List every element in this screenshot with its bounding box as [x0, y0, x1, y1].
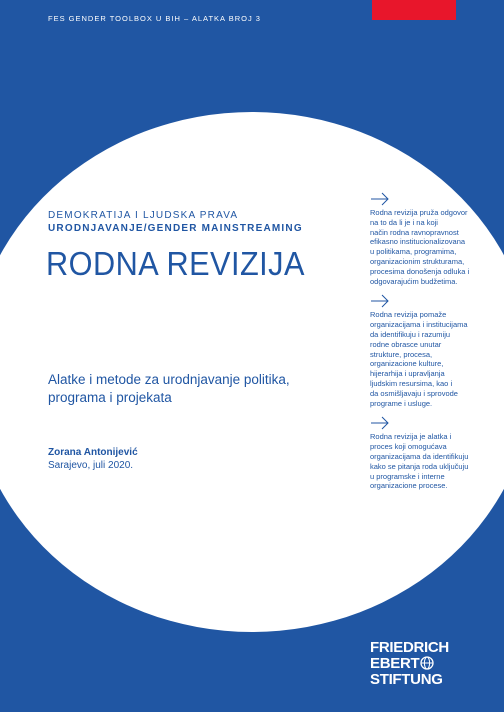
- note-line: Rodna revizija pruža odgovor: [370, 208, 468, 217]
- note-line: procesima donošenja odluka i: [370, 266, 470, 276]
- note-line: način rodna ravnopravnost: [370, 227, 459, 237]
- note-line: rodne obrasce unutar: [370, 339, 442, 349]
- document-subtitle: [48, 371, 318, 407]
- author-name: Zorana Antonijević: [48, 447, 138, 458]
- note-line: kako se pitanja roda uključuju: [370, 461, 469, 471]
- note-line: da osmišljavaju i sprovode: [370, 388, 458, 398]
- place-date: Sarajevo, juli 2020.: [48, 460, 134, 471]
- red-tab: [372, 0, 456, 20]
- note-line: organizacijama da identifikuju: [370, 451, 469, 461]
- note-line: strukture, procesa,: [370, 349, 433, 359]
- note-line: Rodna revizija pomaže: [370, 310, 447, 320]
- kicker-subtopic: URODNJAVANJE/GENDER MAINSTREAMING: [48, 223, 303, 234]
- note-line: na to da li je i na koji: [370, 217, 438, 227]
- logo-word: FRIEDRICH: [370, 639, 449, 656]
- note-line: da identifikuju i razumiju: [370, 329, 451, 339]
- note-text: [370, 310, 488, 408]
- kicker-topic: DEMOKRATIJA I LJUDSKA PRAVA: [48, 210, 239, 221]
- note-line: u programske i interne: [370, 471, 445, 481]
- kicker: [48, 209, 303, 235]
- author-block: [48, 446, 138, 472]
- document-title: RODNA REVIZIJA: [46, 245, 305, 282]
- note-line: organizacijama i institucijama: [370, 320, 468, 330]
- note-line: efikasno institucionalizovana: [370, 237, 466, 247]
- note-line: odgovarajućim budžetima.: [370, 276, 458, 286]
- fes-logo: [370, 640, 449, 688]
- note-line: Rodna revizija je alatka i: [370, 432, 452, 442]
- subtitle-line: programa i projekata: [48, 390, 172, 405]
- note-text: [370, 432, 488, 491]
- subtitle-line: Alatke i metode za urodnjavanje politika,: [48, 372, 290, 387]
- logo-word: EBERT: [370, 655, 420, 672]
- note-line: proces koji omogućava: [370, 442, 447, 452]
- logo-line-2: [370, 656, 449, 672]
- side-note: [370, 294, 488, 408]
- note-line: programe i usluge.: [370, 398, 433, 408]
- side-note: [370, 416, 488, 491]
- note-line: organizacionim strukturama,: [370, 256, 465, 266]
- note-line: u politikama, programima,: [370, 247, 457, 257]
- logo-word: STIFTUNG: [370, 671, 443, 688]
- note-line: organizacione procese.: [370, 481, 448, 491]
- note-line: ljudskim resursima, kao i: [370, 378, 453, 388]
- side-note: [370, 192, 488, 286]
- note-text: [370, 208, 488, 286]
- note-line: hijerarhija i upravljanja: [370, 369, 445, 379]
- globe-icon: [420, 656, 434, 670]
- side-notes: [370, 192, 488, 499]
- note-line: organizacione kulture,: [370, 359, 444, 369]
- arrow-right-icon: [370, 416, 390, 430]
- arrow-right-icon: [370, 192, 390, 206]
- series-label: FES GENDER TOOLBOX U BIH – ALATKA BROJ 3: [48, 14, 261, 23]
- arrow-right-icon: [370, 294, 390, 308]
